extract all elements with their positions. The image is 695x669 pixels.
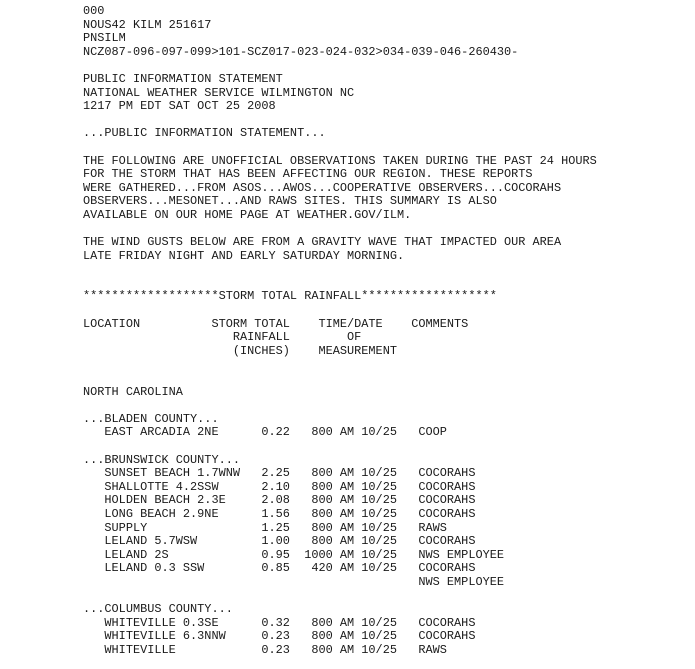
- table-row: SUPPLY 1.25 800 AM 10/25 RAWS: [83, 520, 447, 535]
- table-row: LELAND 5.7WSW 1.00 800 AM 10/25 COCORAHS: [83, 534, 476, 549]
- document-body: [83, 5, 597, 658]
- table-row: WHITEVILLE 0.3SE 0.32 800 AM 10/25 COCORAHS: [83, 615, 476, 630]
- office-name: NATIONAL WEATHER SERVICE WILMINGTON NC: [83, 85, 355, 100]
- blank-line: [83, 358, 597, 372]
- table-row: HOLDEN BEACH 2.3E 2.08 800 AM 10/25 COCORAHS: [83, 493, 476, 508]
- table-row: SUNSET BEACH 1.7WNW 2.25 800 AM 10/25 COCORAHS: [83, 466, 476, 481]
- table-header: LOCATION STORM TOTAL TIME/DATE COMMENTS: [83, 316, 469, 331]
- table-row: WHITEVILLE 6.3NNW 0.23 800 AM 10/25 COCORAHS: [83, 629, 476, 644]
- table-row: EAST ARCADIA 2NE 0.22 800 AM 10/25 COOP: [83, 425, 447, 440]
- intro-line: WERE GATHERED...FROM ASOS...AWOS...COOPERATIVE OBSERVERS...COCORAHS: [83, 180, 562, 195]
- blank-line: [83, 223, 597, 237]
- wind-note-line: LATE FRIDAY NIGHT AND EARLY SATURDAY MORNING.: [83, 248, 405, 263]
- header-line: 000: [83, 4, 105, 18]
- state-heading: NORTH CAROLINA: [83, 384, 183, 399]
- intro-line: OBSERVERS...MESONET...AND RAWS SITES. THIS SUMMARY IS ALSO: [83, 194, 497, 209]
- section-title: *******************STORM TOTAL RAINFALL*******************: [83, 289, 497, 304]
- blank-line: [83, 399, 597, 413]
- zone-codes: NCZ087-096-097-099>101-SCZ017-023-024-032>034-039-046-260430-: [83, 44, 519, 59]
- table-header: RAINFALL OF: [83, 330, 362, 345]
- blank-line: [83, 440, 597, 454]
- blank-line: [83, 590, 597, 604]
- blank-line: [83, 277, 597, 291]
- county-heading: ...BLADEN COUNTY...: [83, 411, 219, 426]
- blank-line: [83, 114, 597, 128]
- blank-line: [83, 59, 597, 73]
- header-line: PNSILM: [83, 31, 126, 46]
- header-line: NOUS42 KILM 251617: [83, 17, 212, 32]
- table-row: LELAND 2S 0.95 1000 AM 10/25 NWS EMPLOYEE: [83, 547, 504, 562]
- county-heading: ...BRUNSWICK COUNTY...: [83, 452, 240, 467]
- table-row: NWS EMPLOYEE: [83, 574, 504, 589]
- table-row: WHITEVILLE 0.23 800 AM 10/25 RAWS: [83, 642, 447, 657]
- blank-line: [83, 141, 597, 155]
- statement-banner: ...PUBLIC INFORMATION STATEMENT...: [83, 126, 326, 141]
- intro-line: FOR THE STORM THAT HAS BEEN AFFECTING OUR REGION. THESE REPORTS: [83, 167, 533, 182]
- blank-line: [83, 304, 597, 318]
- blank-line: [83, 263, 597, 277]
- county-heading: ...COLUMBUS COUNTY...: [83, 602, 233, 617]
- table-row: SHALLOTTE 4.2SSW 2.10 800 AM 10/25 COCORAHS: [83, 479, 476, 494]
- table-header: (INCHES) MEASUREMENT: [83, 343, 397, 358]
- blank-line: [83, 372, 597, 386]
- table-row: LELAND 0.3 SSW 0.85 420 AM 10/25 COCORAHS: [83, 561, 476, 576]
- intro-line: AVAILABLE ON OUR HOME PAGE AT WEATHER.GOV/ILM.: [83, 207, 412, 222]
- table-row: LONG BEACH 2.9NE 1.56 800 AM 10/25 COCORAHS: [83, 506, 476, 521]
- wind-note-line: THE WIND GUSTS BELOW ARE FROM A GRAVITY WAVE THAT IMPACTED OUR AREA: [83, 235, 562, 250]
- intro-line: THE FOLLOWING ARE UNOFFICIAL OBSERVATIONS TAKEN DURING THE PAST 24 HOURS: [83, 153, 597, 168]
- statement-title: PUBLIC INFORMATION STATEMENT: [83, 71, 283, 86]
- issue-time: 1217 PM EDT SAT OCT 25 2008: [83, 99, 276, 114]
